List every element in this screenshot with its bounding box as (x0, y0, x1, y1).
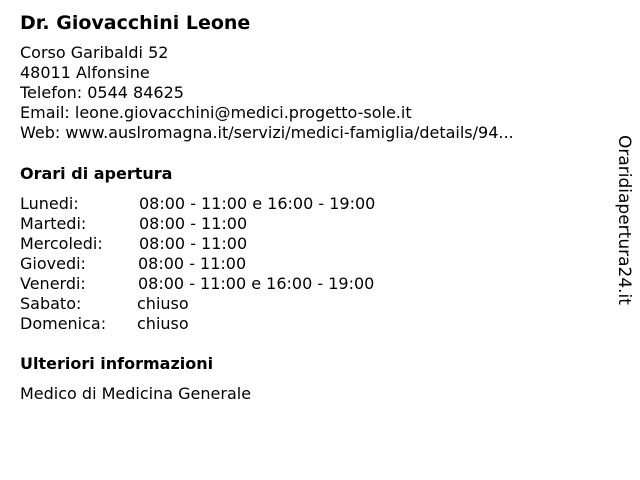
time-value: chiuso (137, 314, 189, 333)
address-city: 48011 Alfonsine (20, 63, 150, 82)
doctor-name: Dr. Giovacchini Leone (20, 12, 251, 34)
time-value: 08:00 - 11:00 (138, 254, 247, 273)
time-value: 08:00 - 11:00 (139, 234, 248, 253)
time-value: chiuso (137, 294, 189, 313)
time-value: 08:00 - 11:00 (139, 214, 248, 233)
day-label: Mercoledi: (20, 234, 103, 253)
website-url: Web: www.auslromagna.it/servizi/medici-famiglia/details/94... (20, 123, 514, 142)
contact-details (20, 43, 514, 143)
site-watermark-label: Oraridiapertura24.it (614, 135, 634, 305)
day-label: Venerdi: (20, 274, 86, 293)
day-label: Lunedi: (20, 194, 79, 213)
phone-number: Telefon: 0544 84625 (20, 83, 184, 102)
further-info-heading: Ulteriori informazioni (20, 354, 214, 373)
time-value: 08:00 - 11:00 e 16:00 - 19:00 (138, 274, 375, 293)
address-street: Corso Garibaldi 52 (20, 43, 169, 62)
time-value: 08:00 - 11:00 e 16:00 - 19:00 (139, 194, 376, 213)
opening-hours-heading: Orari di apertura (20, 164, 173, 183)
further-info-text: Medico di Medicina Generale (20, 384, 252, 403)
email-address: Email: leone.giovacchini@medici.progetto-sole.it (20, 103, 412, 122)
day-label: Martedi: (20, 214, 87, 233)
day-label: Domenica: (20, 314, 107, 333)
day-label: Giovedi: (20, 254, 86, 273)
day-label: Sabato: (20, 294, 82, 313)
